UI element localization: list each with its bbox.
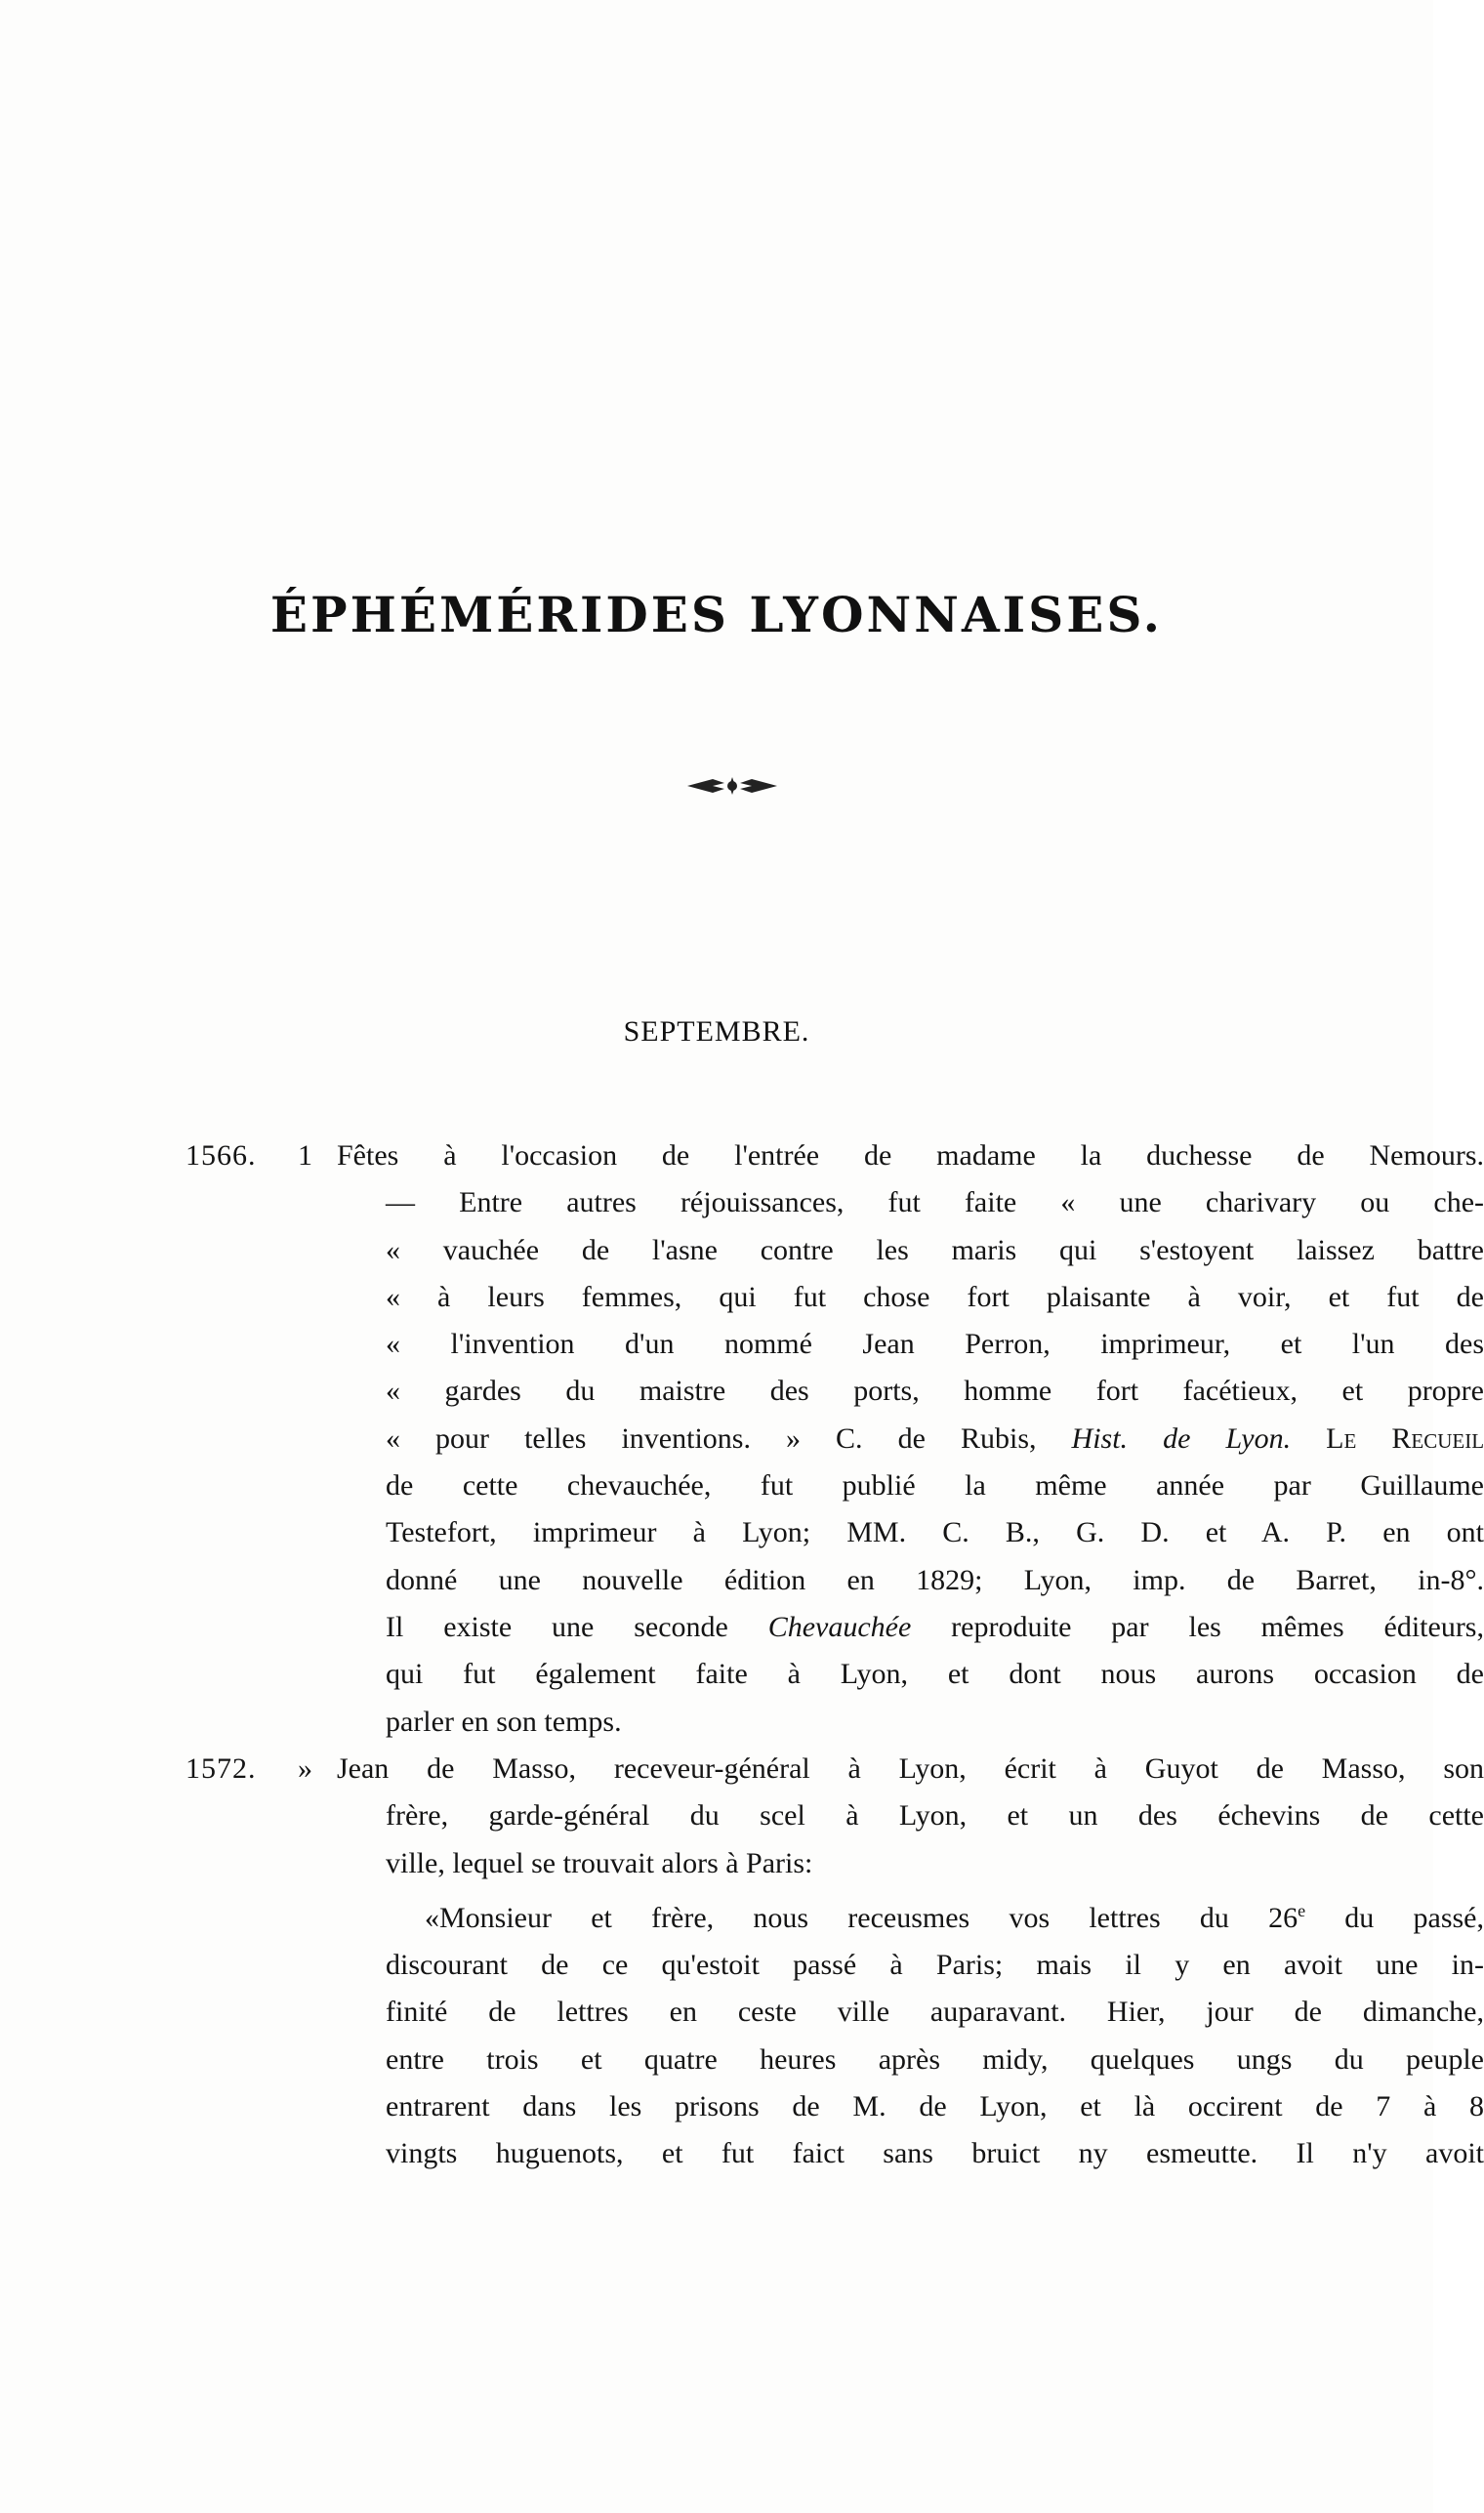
entry-year: 1572. bbox=[186, 1752, 257, 1785]
entry-1566 bbox=[186, 1133, 1484, 1757]
text-line: discourant de ce qu'estoit passé à Paris; mais il y en avoit une in- bbox=[386, 1949, 1484, 1982]
text-line: vingts huguenots, et fut faict sans bruict ny esmeutte. Il n'y avoit bbox=[386, 2137, 1484, 2170]
text-line: « vauchée de l'asne contre les maris qui s'estoyent laissez battre bbox=[386, 1233, 1484, 1266]
superscript: e bbox=[1298, 1900, 1306, 1920]
entry-day: » bbox=[298, 1752, 312, 1785]
text-line: ville, lequel se trouvait alors à Paris: bbox=[386, 1846, 813, 1879]
text-line: Jean de Masso, receveur-général à Lyon, écrit à Guyot de Masso, son bbox=[337, 1752, 1484, 1785]
text-segment: « pour telles inventions. » C. de Rubis, bbox=[386, 1421, 1072, 1455]
text-line-composite bbox=[386, 1604, 1484, 1651]
entry-1572 bbox=[186, 1746, 1484, 2195]
text-line-composite bbox=[386, 1416, 1484, 1462]
text-line: de cette chevauchée, fut publié la même année par Guillaume bbox=[386, 1469, 1484, 1503]
text-line: finité de lettres en ceste ville auparavant. Hier, jour de dimanche, bbox=[386, 1996, 1484, 2029]
text-line: — Entre autres réjouissances, fut faite « une charivary ou che- bbox=[386, 1186, 1484, 1219]
book-title: Hist. de Lyon. bbox=[1071, 1421, 1292, 1455]
text-line: frère, garde-général du scel à Lyon, et un des échevins de cette bbox=[386, 1799, 1484, 1833]
text-line: parler en son temps. bbox=[386, 1705, 622, 1738]
page-title: ÉPHÉMÉRIDES LYONNAISES. bbox=[269, 586, 1164, 643]
entry-year: 1566. bbox=[186, 1139, 257, 1172]
text-line: Fêtes à l'occasion de l'entrée de madame la duchesse de Nemours. bbox=[337, 1139, 1484, 1172]
entry-text bbox=[337, 1746, 1484, 2178]
month-heading: SEPTEMBRE. bbox=[623, 1015, 810, 1048]
text-line: entrarent dans les prisons de M. de Lyon, et là occirent de 7 à 8 bbox=[386, 2090, 1484, 2123]
ornamental-divider-icon bbox=[683, 771, 781, 801]
text-line: qui fut également faite à Lyon, et dont nous aurons occasion de bbox=[386, 1658, 1484, 1691]
text-line: donné une nouvelle édition en 1829; Lyon, imp. de Barret, in-8°. bbox=[386, 1563, 1484, 1596]
text-segment: du passé, bbox=[1305, 1901, 1484, 1934]
text-line-composite bbox=[386, 1887, 1484, 1942]
text-segment: «Monsieur et frère, nous receusmes vos lettres du 26 bbox=[425, 1901, 1298, 1934]
text-line: entre trois et quatre heures après midy, quelques ungs du peuple bbox=[386, 2042, 1484, 2076]
entry-text bbox=[337, 1133, 1484, 1746]
text-line: « gardes du maistre des ports, homme fort facétieux, et propre bbox=[386, 1375, 1484, 1408]
text-segment: Il existe une seconde bbox=[386, 1610, 768, 1643]
entry-day: 1 bbox=[298, 1139, 312, 1172]
recueil-label: Le Recueil bbox=[1326, 1421, 1484, 1455]
chevauchee-title: Chevauchée bbox=[767, 1610, 912, 1643]
text-line: « l'invention d'un nommé Jean Perron, imprimeur, et l'un des bbox=[386, 1328, 1484, 1361]
text-segment: reproduite par les mêmes éditeurs, bbox=[911, 1610, 1484, 1643]
text-line: « à leurs femmes, qui fut chose fort plaisante à voir, et fut de bbox=[386, 1280, 1484, 1313]
text-line: Testefort, imprimeur à Lyon; MM. C. B., G. D. et A. P. en ont bbox=[386, 1516, 1484, 1549]
